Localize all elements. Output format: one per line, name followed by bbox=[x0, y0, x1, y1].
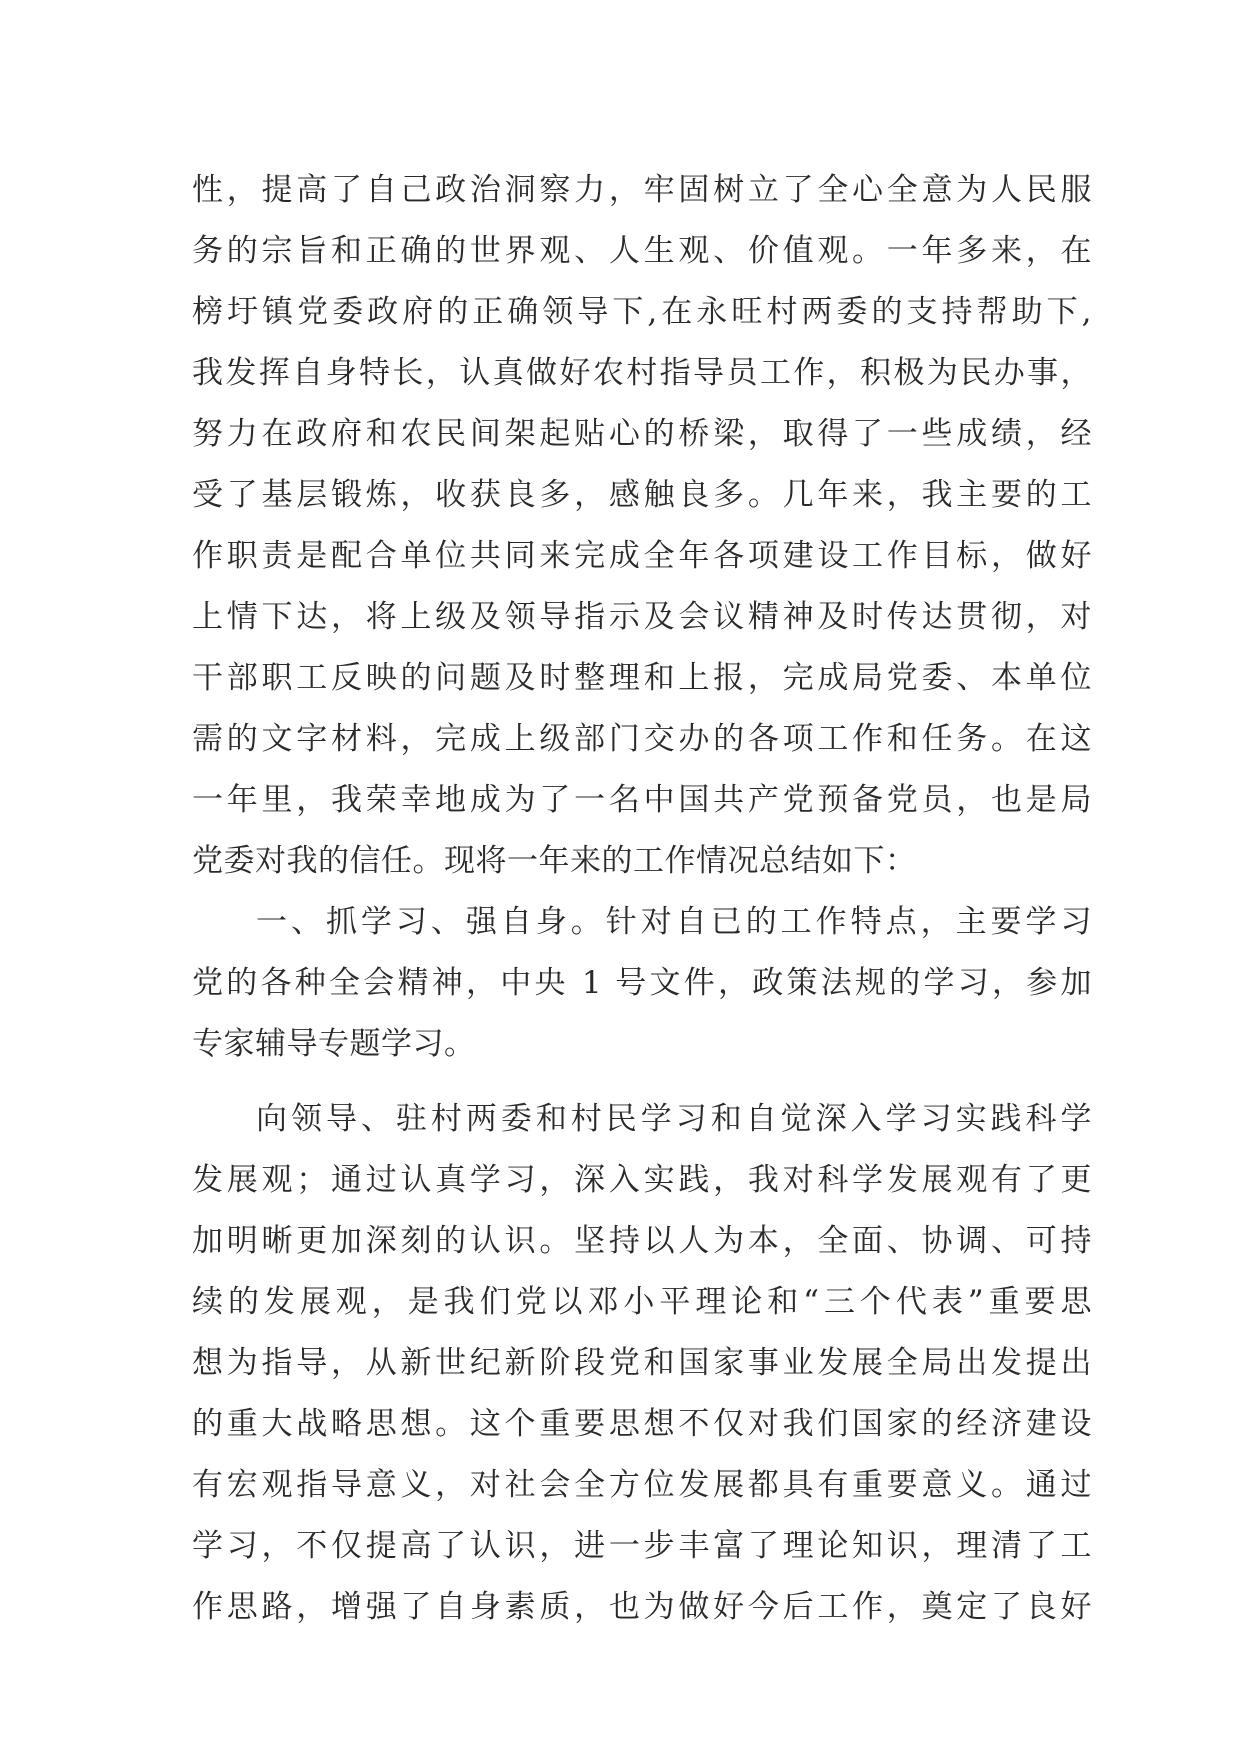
text-line: 需的文字材料，完成上级部门交办的各项工作和任务。在这 bbox=[192, 721, 1092, 757]
text-line: 有宏观指导意义，对社会全方位发展都具有重要意义。通过 bbox=[192, 1467, 1092, 1503]
paragraph-start-line: 向领导、驻村两委和村民学习和自觉深入学习实践科学 bbox=[256, 1101, 1092, 1137]
text-line: 加明晰更加深刻的认识。坚持以人为本，全面、协调、可持 bbox=[192, 1223, 1092, 1259]
text-line: 作思路，增强了自身素质，也为做好今后工作，奠定了良好 bbox=[192, 1589, 1092, 1625]
text-line: 党委对我的信任。现将一年来的工作情况总结如下： bbox=[192, 843, 917, 879]
text-line: 学习，不仅提高了认识，进一步丰富了理论知识，理清了工 bbox=[192, 1528, 1092, 1564]
text-line: 续的发展观，是我们党以邓小平理论和“三个代表”重要思 bbox=[192, 1284, 1092, 1320]
text-line: 的重大战略思想。这个重要思想不仅对我们国家的经济建设 bbox=[192, 1406, 1092, 1442]
text-line: 榜圩镇党委政府的正确领导下,在永旺村两委的支持帮助下, bbox=[192, 294, 1092, 330]
text-line: 发展观；通过认真学习，深入实践，我对科学发展观有了更 bbox=[192, 1162, 1092, 1198]
text-line: 务的宗旨和正确的世界观、人生观、价值观。一年多来，在 bbox=[192, 233, 1092, 269]
text-line: 受了基层锻炼，收获良多，感触良多。几年来，我主要的工 bbox=[192, 477, 1092, 513]
text-line: 专家辅导专题学习。 bbox=[192, 1026, 476, 1062]
section-heading-line: 一、抓学习、强自身。针对自已的工作特点，主要学习 bbox=[256, 904, 1092, 940]
text-line: 党的各种全会精神，中央 1 号文件，政策法规的学习，参加 bbox=[192, 965, 1092, 1001]
text-line: 一年里，我荣幸地成为了一名中国共产党预备党员，也是局 bbox=[192, 782, 1092, 818]
text-line: 努力在政府和农民间架起贴心的桥梁，取得了一些成绩，经 bbox=[192, 416, 1092, 452]
text-line: 性，提高了自己政治洞察力，牢固树立了全心全意为人民服 bbox=[192, 172, 1092, 208]
paragraph-gap bbox=[192, 1075, 1092, 1089]
text-line: 作职责是配合单位共同来完成全年各项建设工作目标，做好 bbox=[192, 538, 1092, 574]
text-line: 上情下达，将上级及领导指示及会议精神及时传达贯彻，对 bbox=[192, 599, 1092, 635]
text-line: 我发挥自身特长，认真做好农村指导员工作，积极为民办事， bbox=[192, 355, 1092, 391]
body-text bbox=[192, 160, 1092, 1638]
text-line: 想为指导，从新世纪新阶段党和国家事业发展全局出发提出 bbox=[192, 1345, 1092, 1381]
text-line: 干部职工反映的问题及时整理和上报，完成局党委、本单位 bbox=[192, 660, 1092, 696]
